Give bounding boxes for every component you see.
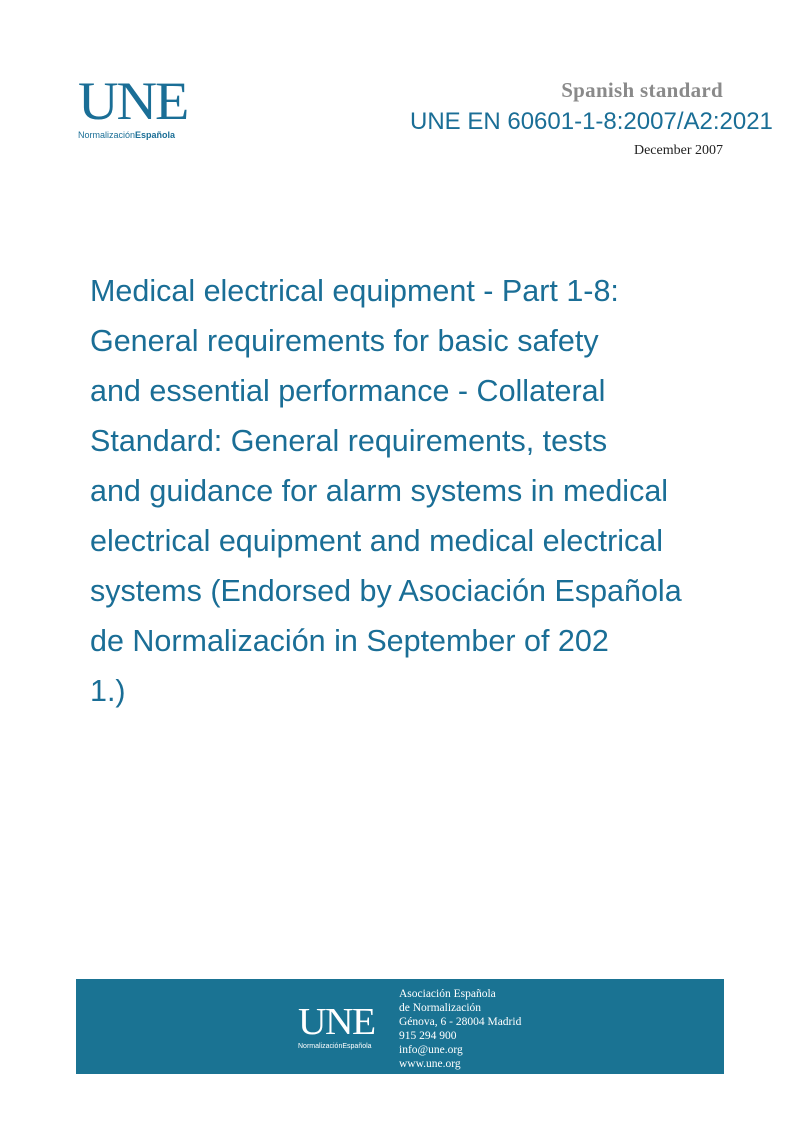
title-line: 1.)	[90, 674, 126, 708]
title-line: and guidance for alarm systems in medical	[90, 474, 669, 508]
publisher-name-line1: Asociación Española	[399, 988, 496, 1000]
footer-logo-wordmark: UNE	[298, 1001, 375, 1043]
publisher-phone: 915 294 900	[399, 1030, 457, 1042]
footer-logo-tagline	[298, 1043, 388, 1050]
document-title	[90, 266, 790, 716]
standard-number: UNE EN 60601-1-8:2007/A2:2021	[410, 108, 773, 135]
title-line: electrical equipment and medical electrical	[90, 524, 664, 558]
title-line: de Normalización in September of 202	[90, 624, 609, 658]
footer-tagline-regular: Normalización	[298, 1043, 343, 1050]
document-header	[561, 78, 723, 103]
title-line: systems (Endorsed by Asociación Española	[90, 574, 682, 608]
logo-wordmark: UNE	[78, 71, 188, 131]
footer-une-logo	[298, 1003, 388, 1050]
standard-label: Spanish standard	[561, 78, 723, 102]
title-line: Medical electrical equipment - Part 1-8:	[90, 274, 619, 308]
publisher-name-line2: de Normalización	[399, 1002, 482, 1014]
une-logo	[78, 71, 218, 140]
title-line: and essential performance - Collateral	[90, 374, 606, 408]
footer-tagline-bold: Española	[342, 1043, 372, 1050]
publisher-contact	[399, 987, 521, 1071]
publisher-email: info@une.org	[399, 1044, 463, 1056]
title-line: Standard: General requirements, tests	[90, 424, 608, 458]
title-line: General requirements for basic safety	[90, 324, 599, 358]
logo-tagline-bold: Española	[135, 130, 176, 140]
publisher-website: www.une.org	[399, 1058, 461, 1070]
logo-tagline-regular: Normalización	[78, 130, 136, 140]
standard-date: December 2007	[633, 143, 723, 158]
logo-tagline	[78, 130, 218, 140]
publisher-footer	[76, 979, 724, 1074]
publisher-address: Génova, 6 - 28004 Madrid	[399, 1016, 522, 1028]
